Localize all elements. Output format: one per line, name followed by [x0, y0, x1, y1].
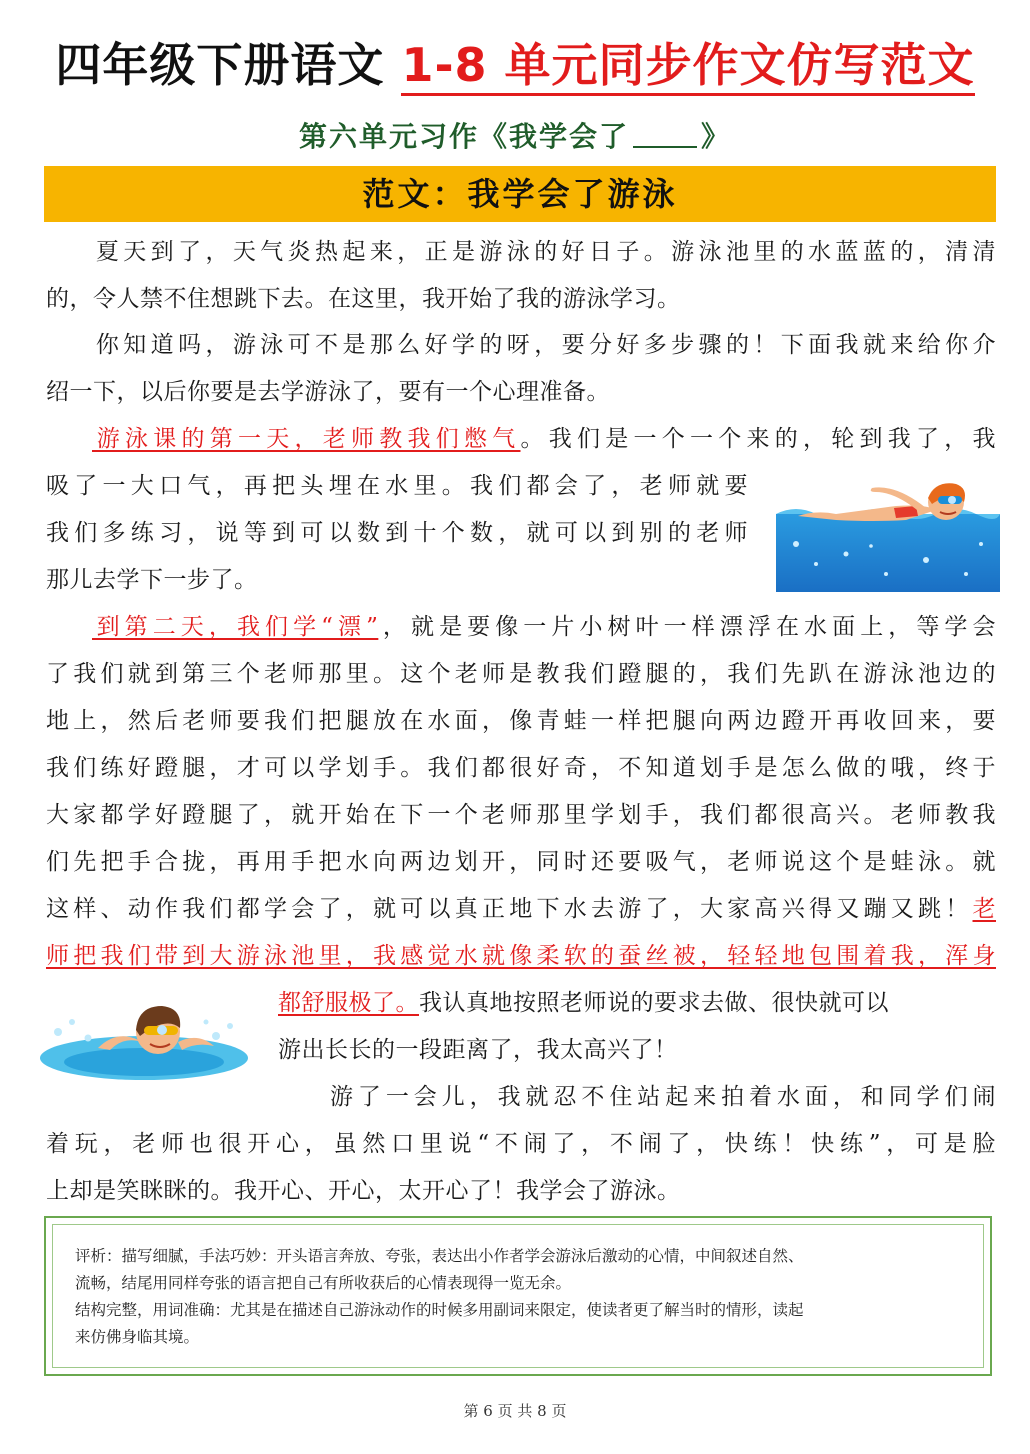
essay-line: [46, 893, 996, 925]
essay-text: 你知道吗，游泳可不是那么好学的呀，要分好多步骤的！下面我就来给你介: [92, 332, 996, 358]
essay-line: 的，令人禁不住想跳下去。在这里，我开始了我的游泳学习。: [46, 286, 681, 312]
essay-line: [46, 329, 996, 361]
essay-line: [46, 236, 996, 268]
essay-text: 。我们是一个一个来的，轮到我了，我: [520, 426, 996, 452]
essay-line: 着玩，老师也很开心，虽然口里说“不闹了，不闹了，快练！快练”，可是脸: [46, 1131, 996, 1157]
essay-line: [278, 987, 889, 1019]
highlight-sentence: 到第二天，我们学“漂”: [92, 614, 379, 640]
essay-line: 们先把手合拢，再用手把水向两边划开，同时还要吸气，老师说这个是蛙泳。就: [46, 849, 996, 875]
essay-title-banner: 范文：我学会了游泳: [44, 166, 996, 222]
subtitle-blank: [633, 116, 697, 148]
essay-line: 我们多练习，说等到可以数到十个数，就可以到别的老师: [46, 520, 748, 546]
essay-line: 游了一会儿，我就忍不住站起来拍着水面，和同学们闹: [330, 1084, 996, 1110]
essay-text: 夏天到了，天气炎热起来，正是游泳的好日子。游泳池里的水蓝蓝的，清清: [92, 239, 996, 265]
essay-line: 吸了一大口气，再把头埋在水里。我们都会了，老师就要: [46, 473, 748, 499]
subtitle-suffix: 》: [701, 120, 732, 153]
essay-text: ，就是要像一片小树叶一样漂浮在水面上，等学会: [378, 614, 996, 640]
swimmer-splash-illustration: [38, 992, 250, 1084]
essay-line: [46, 423, 996, 455]
essay-line: 游出长长的一段距离了，我太高兴了！: [278, 1037, 678, 1063]
highlight-sentence: 师把我们带到大游泳池里，我感觉水就像柔软的蚕丝被，轻轻地包围着我，浑身: [46, 943, 996, 969]
comment-line: 结构完整，用词准确：尤其是在描述自己游泳动作的时候多用副词来限定，使读者更了解当时的情形，读起: [75, 1301, 804, 1319]
essay-line: 了我们就到第三个老师那里。这个老师是教我们蹬腿的，我们先趴在游泳池边的: [46, 661, 996, 687]
essay-text: 我认真地按照老师说的要求去做、很快就可以: [419, 990, 889, 1016]
comment-line: 来仿佛身临其境。: [75, 1328, 200, 1346]
title-main: 四年级下册语文: [55, 38, 385, 92]
page-number: 第 6 页 共 8 页: [463, 1402, 567, 1420]
swimmer-illustration: [776, 474, 1000, 592]
unit-subtitle: [0, 112, 1030, 162]
comment-box: [44, 1216, 992, 1376]
essay-line: 上却是笑眯眯的。我开心、开心，太开心了！我学会了游泳。: [46, 1178, 681, 1204]
subtitle-prefix: 第六单元习作《我学会了: [298, 120, 629, 153]
essay-line: 我们练好蹬腿，才可以学划手。我们都很好奇，不知道划手是怎么做的哦，终于: [46, 755, 996, 781]
essay-line: [46, 611, 996, 643]
comment-content: [52, 1224, 984, 1368]
essay-line: 绍一下，以后你要是去学游泳了，要有一个心理准备。: [46, 379, 610, 405]
essay-line: 大家都学好蹬腿了，就开始在下一个老师那里学划手，我们都很高兴。老师教我: [46, 802, 996, 828]
essay-line: 那儿去学下一步了。: [46, 567, 258, 593]
highlight-sentence: 老: [972, 896, 996, 922]
essay-line: 地上，然后老师要我们把腿放在水面，像青蛙一样把腿向两边蹬开再收回来，要: [46, 708, 996, 734]
title-highlight: 1-8 单元同步作文仿写范文: [401, 38, 974, 96]
essay-text: 这样、动作我们都学会了，就可以真正地下水去游了，大家高兴得又蹦又跳！: [46, 896, 973, 922]
highlight-sentence: 都舒服极了。: [278, 990, 419, 1016]
page-title: [0, 30, 1030, 100]
comment-line: 评析：描写细腻，手法巧妙：开头语言奔放、夸张，表达出小作者学会游泳后激动的心情，中间叙述自然、: [75, 1247, 804, 1265]
comment-line: 流畅，结尾用同样夸张的语言把自己有所收获后的心情表现得一览无余。: [75, 1274, 572, 1292]
highlight-sentence: 游泳课的第一天，老师教我们憋气: [92, 426, 521, 452]
